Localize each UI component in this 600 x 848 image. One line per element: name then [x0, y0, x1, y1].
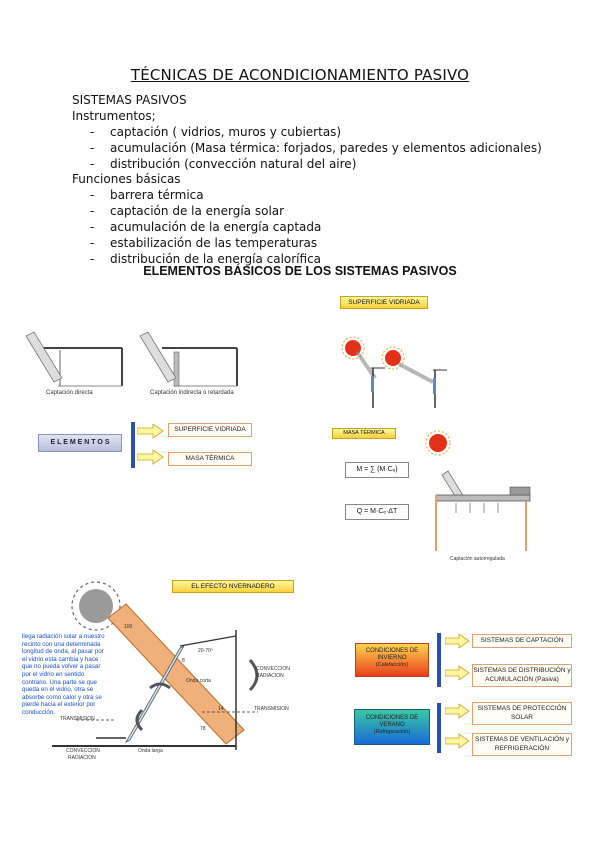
bullet-mark: -	[90, 125, 95, 139]
label-78: 78	[200, 726, 206, 732]
bullet-mark: -	[90, 141, 95, 155]
label-conveccion-right: CONVECCION	[256, 666, 290, 672]
efecto-invernadero-title: EL EFECTO NVERNADERO	[172, 580, 294, 593]
function-item: distribución de la energía calorífica	[110, 252, 322, 266]
section-title: ELEMENTOS BÁSICOS DE LOS SISTEMAS PASIVOS	[143, 264, 457, 278]
label-onda-corta: Onda corta	[186, 678, 211, 684]
label-temp: 20-70º	[198, 648, 213, 654]
winter-item-captacion: SISTEMAS DE CAPTACIÓN	[472, 634, 572, 648]
winter-sub: (Calefacción)	[375, 662, 409, 668]
label-onda-larga: Onda larga	[138, 748, 163, 754]
instrument-item: captación ( vidrios, muros y cubiertas)	[110, 125, 342, 139]
summer-sub: (Refrigeración)	[373, 729, 411, 735]
summer-item-proteccion: SISTEMAS DE PROTECCIÓN SOLAR	[472, 702, 572, 725]
summer-title: CONDICIONES DE VERANO	[365, 715, 419, 728]
label-8: 8	[182, 658, 185, 664]
winter-bracket	[437, 633, 441, 687]
summer-conditions-box	[354, 709, 430, 745]
vidriada-diagram	[335, 320, 475, 415]
elementos-box: E L E M E N T O S	[38, 434, 122, 452]
figure-superficie-vidriada	[335, 320, 475, 415]
sun-icon	[426, 431, 450, 455]
formula-heat: Q = M·Cₑ·ΔT	[345, 504, 409, 520]
winter-title: CONDICIONES DE INVIERNO	[365, 648, 419, 661]
function-item: barrera térmica	[110, 188, 204, 202]
masa-termica-diagram	[420, 425, 540, 555]
caption-indirect: Captación indirecta o retardada	[150, 390, 234, 396]
instrument-item: distribución (convección natural del aire)	[110, 157, 357, 171]
label-transmision-right: TRANSMISION	[254, 706, 289, 712]
caption-direct: Captación directa	[46, 390, 93, 396]
label-radiacion-left: RADIACION	[68, 755, 96, 761]
winter-conditions-box	[355, 643, 429, 677]
masa-termica-caption: Captación autorregulada	[450, 556, 505, 562]
page-title: TÉCNICAS DE ACONDICIONAMIENTO PASIVO	[130, 66, 470, 84]
efecto-invernadero-text: llega radiación solar a nuestro recinto con una determinada longitud de onda, al pasar por el vidrio esta cambia y hace que no pueda volver a pasar por el vidrio en sentido contrario. Una parte se que queda en el vidrio, otra se absorbe como calor y otra se pierde hacia el exterior por conducción.	[22, 633, 105, 716]
intro-heading: SISTEMAS PASIVOS	[72, 93, 187, 107]
label-14: 14	[218, 706, 224, 712]
bullet-mark: -	[90, 204, 95, 218]
function-item: acumulación de la energía captada	[110, 220, 322, 234]
summer-bracket	[437, 703, 441, 753]
elementos-bracket	[131, 422, 135, 468]
summer-item-ventilacion: SISTEMAS DE VENTILACIÓN y REFRIGERACIÓN	[472, 733, 572, 756]
conditions-arrows	[445, 634, 473, 752]
bullet-mark: -	[90, 220, 95, 234]
superficie-vidriada-label: SUPERFICIE VIDRIADA	[340, 296, 428, 309]
bullet-mark: -	[90, 252, 95, 266]
winter-item-distribucion: SISTEMAS DE DISTRIBUCIÓN y ACUMULACIÓN (Pasiva)	[472, 664, 572, 687]
elemento-masa-termica: MASA TÉRMICA	[168, 452, 252, 466]
elemento-superficie-vidriada: SUPERFICIE VIDRIADA	[168, 423, 252, 437]
bullet-mark: -	[90, 188, 95, 202]
bullet-mark: -	[90, 157, 95, 171]
figure-captacion	[22, 330, 272, 405]
label-conveccion-left: CONVECCION	[66, 748, 100, 754]
label-transmision-left: TRANSMISION	[60, 716, 95, 722]
label-radiacion-right: RADIACION	[256, 673, 284, 679]
instrument-item: acumulación (Masa térmica: forjados, paredes y elementos adicionales)	[110, 141, 542, 155]
function-item: estabilización de las temperaturas	[110, 236, 318, 250]
instruments-label: Instrumentos;	[72, 109, 156, 123]
bullet-mark: -	[90, 236, 95, 250]
figure-masa-termica	[420, 425, 540, 555]
elementos-arrows	[137, 424, 165, 466]
functions-label: Funciones básicas	[72, 172, 181, 186]
formula-mass: M = ∑ (M·Cₑ)	[345, 462, 409, 478]
masa-termica-label: MASA TÉRMICA	[332, 428, 396, 439]
label-100: 100	[124, 624, 133, 630]
function-item: captación de la energía solar	[110, 204, 285, 218]
